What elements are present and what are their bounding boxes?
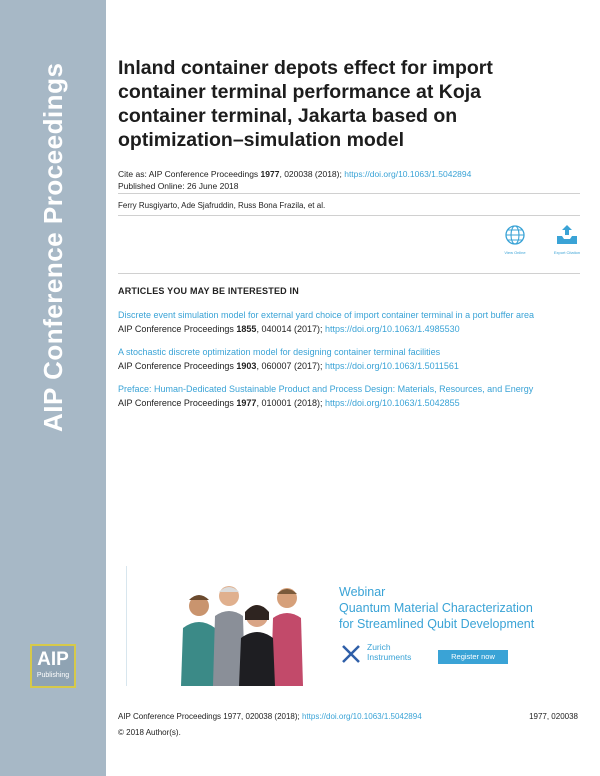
cite-rest: , 020038 (2018);: [279, 169, 345, 179]
aip-publishing-logo[interactable]: [30, 644, 76, 688]
related-article: [118, 383, 574, 410]
footer-citation: AIP Conference Proceedings 1977, 020038 (2018); https://doi.org/10.1063/1.5042894: [118, 712, 422, 721]
webinar-title-line2: for Streamlined Qubit Development: [339, 617, 535, 631]
related-articles-heading: ARTICLES YOU MAY BE INTERESTED IN: [118, 286, 299, 296]
export-citation-label: Export Citation: [553, 250, 581, 255]
webinar-text: [339, 584, 534, 632]
view-online-button[interactable]: [495, 224, 535, 255]
divider: [118, 215, 580, 216]
paper-title: Inland container depots effect for import container terminal performance at Koja container terminal, Jakarta based on optimization–simulation model: [118, 57, 493, 151]
globe-icon: [504, 224, 526, 246]
logo-text: AIP: [37, 649, 69, 670]
zurich-brand-name: Zurich Instruments: [367, 642, 412, 662]
related-article-doi-link[interactable]: https://doi.org/10.1063/1.4985530: [325, 324, 460, 334]
related-article-reference: AIP Conference Proceedings 1903, 060007 (2017); https://doi.org/10.1063/1.5011561: [118, 361, 459, 371]
footer-doi-link[interactable]: https://doi.org/10.1063/1.5042894: [301, 712, 422, 721]
webinar-ad-banner[interactable]: [126, 566, 575, 686]
divider: [118, 193, 580, 194]
related-article-title-link[interactable]: A stochastic discrete optimization model for designing container terminal facilities: [118, 347, 441, 357]
divider: [118, 273, 580, 274]
related-article: [118, 309, 574, 336]
related-article: [118, 346, 574, 373]
related-article-doi-link[interactable]: https://doi.org/10.1063/1.5042855: [325, 398, 460, 408]
register-now-button[interactable]: Register now: [438, 650, 508, 664]
copyright: © 2018 Author(s).: [118, 728, 181, 737]
view-online-label: View Online: [504, 250, 526, 255]
presenters-photo: [177, 576, 317, 686]
related-article-title-link[interactable]: Preface: Human-Dedicated Sustainable Product and Process Design: Materials, Resources, and Energy: [118, 384, 534, 394]
related-article-reference: AIP Conference Proceedings 1977, 010001 (2018); https://doi.org/10.1063/1.5042855: [118, 398, 460, 408]
export-icon: [555, 224, 579, 246]
webinar-title-line1: Quantum Material Characterization: [339, 601, 533, 615]
related-articles-list: [118, 309, 574, 420]
published-date: Published Online: 26 June 2018: [118, 181, 239, 191]
related-article-doi-link[interactable]: https://doi.org/10.1063/1.5011561: [325, 361, 459, 371]
related-article-reference: AIP Conference Proceedings 1855, 040014 (2017); https://doi.org/10.1063/1.4985530: [118, 324, 460, 334]
journal-vertical-title: AIP Conference Proceedings: [38, 62, 68, 432]
related-article-title-link[interactable]: Discrete event simulation model for external yard choice of import container terminal in a port buffer area: [118, 310, 535, 320]
sidebar: [0, 0, 106, 776]
footer-page-ref: 1977, 020038: [529, 712, 578, 721]
paper-doi-link[interactable]: https://doi.org/10.1063/1.5042894: [344, 169, 472, 179]
webinar-label: Webinar: [339, 585, 386, 599]
citation-block: [118, 168, 578, 192]
cite-prefix: Cite as: AIP Conference Proceedings: [118, 169, 261, 179]
authors: Ferry Rusgiyarto, Ade Sjafruddin, Russ Bona Frazila, et al.: [118, 201, 326, 210]
logo-subtext: Publishing: [36, 672, 70, 679]
export-citation-button[interactable]: [547, 224, 587, 255]
cite-volume: 1977: [260, 169, 280, 179]
zurich-x-icon: [341, 644, 361, 664]
